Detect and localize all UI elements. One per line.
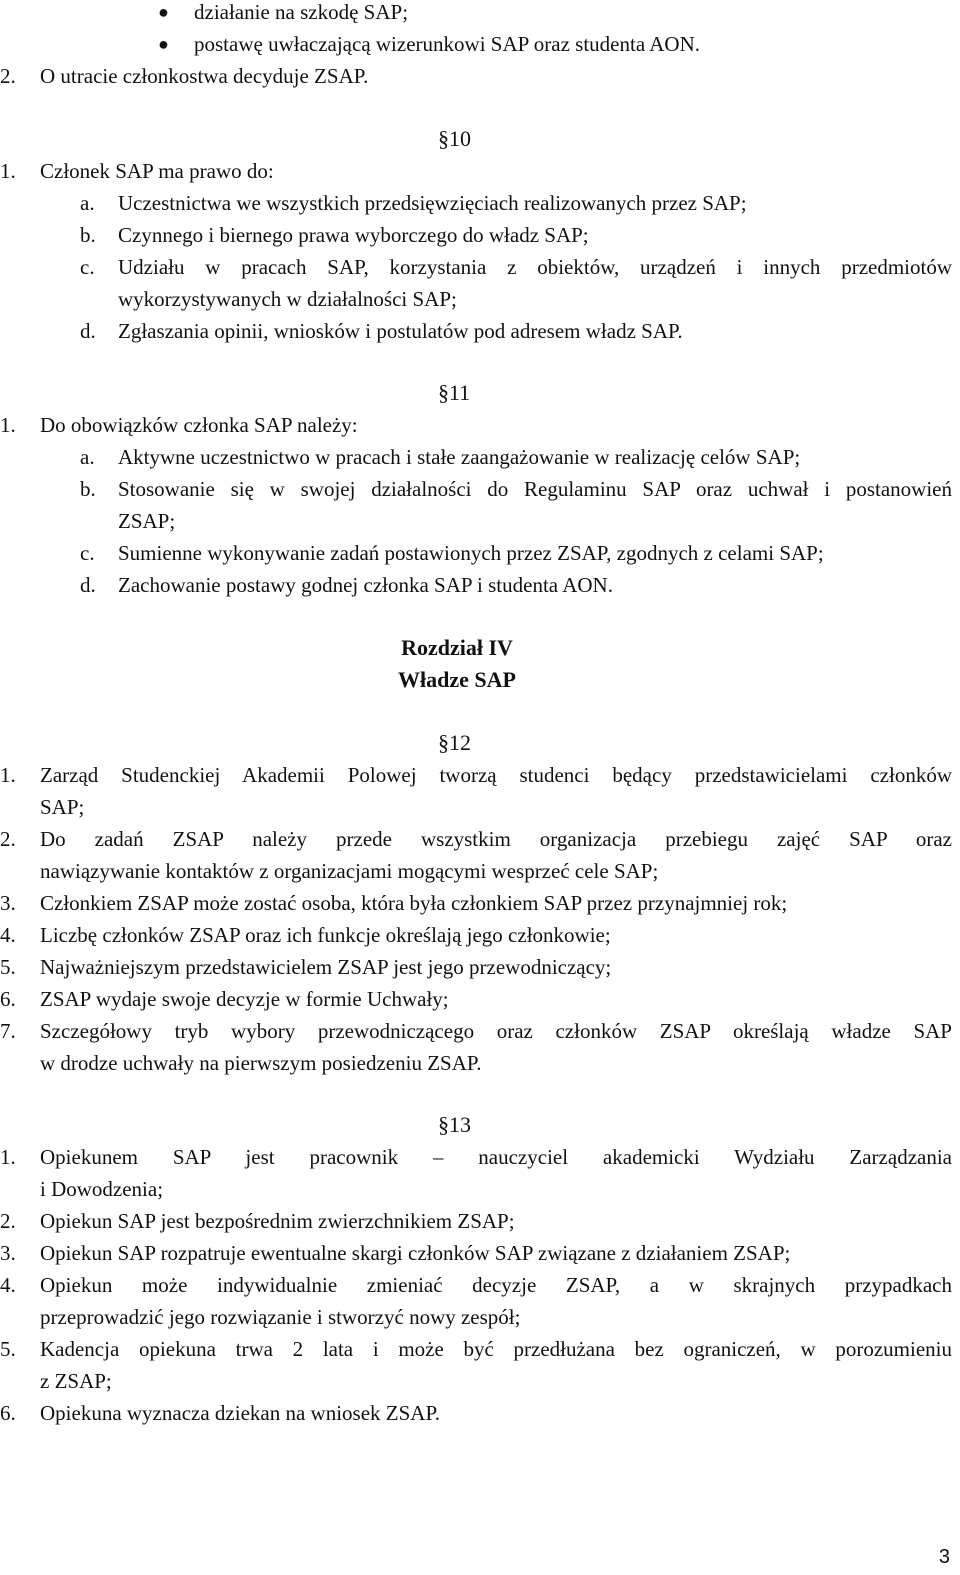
sub-item-text: Zgłaszania opinii, wniosków i postulatów pod adresem władz SAP. [118,319,683,343]
page-number: 3 [938,1546,950,1568]
item-number: 7. [0,1019,16,1043]
item-number: 6. [0,987,16,1011]
item-text: Kadencja opiekuna trwa 2 lata i może być przedłużana bez ograniczeń, w porozumieniu [40,1337,952,1361]
item-text: Zarząd Studenckiej Akademii Polowej tworzą studenci będący przedstawicielami członków [40,763,952,787]
sub-item-letter: a. [80,191,95,215]
bullet-icon: ● [158,2,169,22]
item-number: 5. [0,955,16,979]
sub-item-text: Uczestnictwa we wszystkich przedsięwzięciach realizowanych przez SAP; [118,191,747,215]
item-text: Najważniejszym przedstawicielem ZSAP jest jego przewodniczący; [40,955,612,979]
sub-item-letter: c. [80,255,95,279]
item-text: Opiekuna wyznacza dziekan na wniosek ZSAP. [40,1401,441,1425]
sub-item-text: Sumienne wykonywanie zadań postawionych przez ZSAP, zgodnych z celami SAP; [118,541,824,565]
item-text: Do obowiązków członka SAP należy: [40,413,358,437]
sub-item-text: Udziału w pracach SAP, korzystania z obiektów, urządzeń i innych przedmiotów [118,255,952,279]
item-number: 2. [0,64,16,88]
sub-item-letter: b. [80,477,96,501]
item-text: Opiekun SAP jest bezpośrednim zwierzchnikiem ZSAP; [40,1209,515,1233]
sub-item-text: Aktywne uczestnictwo w pracach i stałe zaangażowanie w realizację celów SAP; [118,445,801,469]
item-number: 1. [0,413,16,437]
item-text: ZSAP wydaje swoje decyzje w formie Uchwały; [40,987,449,1011]
sub-item-letter: a. [80,445,95,469]
item-number: 3. [0,1241,16,1265]
item-number: 1. [0,1145,16,1169]
sub-item-text: Stosowanie się w swojej działalności do Regulaminu SAP oraz uchwał i postanowień [118,477,952,501]
item-number: 1. [0,763,16,787]
chapter-subtitle: Władze SAP [398,667,516,692]
sub-item-letter: d. [80,319,96,343]
item-number: 6. [0,1401,16,1425]
sub-item-text: Czynnego i biernego prawa wyborczego do władz SAP; [118,223,589,247]
item-text: Do zadań ZSAP należy przede wszystkim organizacja przebiegu zajęć SAP oraz [40,827,952,851]
document-page: ● działanie na szkodę SAP; ● postawę uwłaczającą wizerunkowi SAP oraz studenta AON. 2. O utracie członkostwa decyduje ZSAP. §10 1. Członek SAP ma prawo do: a. Uczestnictwa we wszystkich przedsięwzięciach realizowanych przez SAP; b. Czynnego i biernego prawa wyborczego do władz SAP; c. Udziału w pracach SAP, korzystania z obiektów, urządzeń i innych przedmiotów wykorzystywanych w działalności SAP; d. Zgłaszania opinii, wniosków i postulatów pod adresem władz SAP. §11 1. Do obowiązków członka SAP należy: a. Aktywne uczestnictwo w pracach i stałe zaangażowanie w realizację celów SAP; b. Stosowanie się w swojej działalności do Regulaminu SAP oraz uchwał i postanowień ZSAP; c. Sumienne wykonywanie zadań postawionych przez ZSAP, zgodnych z celami SAP; d. Zachowanie postawy godnej członka SAP i studenta AON. Rozdział IV Władze SAP §12 1. Zarząd Studenckiej Akademii Polowej tworzą studenci będący przedstawicielami członków SAP; 2. Do zadań ZSAP należy przede wszystkim organizacja przebiegu zajęć SAP oraz nawiązywanie kontaktów z organizacjami mogącymi wesprzeć cele SAP; 3. Członkiem ZSAP może zostać osoba, która była członkiem SAP przez przynajmniej rok; 4. Liczbę członków ZSAP oraz ich funkcje określają jego członkowie; 5. Najważniejszym przedstawicielem ZSAP jest jego przewodniczący; 6. ZSAP wydaje swoje decyzje w formie Uchwały; 7. Szczegółowy tryb wybory przewodniczącego oraz członków ZSAP określają władze SAP w drodze uchwały na pierwszym posiedzeniu ZSAP. §13 1. Opiekunem SAP jest pracownik – nauczyciel akademicki Wydziału Zarządzania i Dowodzenia; 2. Opiekun SAP jest bezpośrednim zwierzchnikiem ZSAP; 3. Opiekun SAP rozpatruje ewentualne skargi członków SAP związane z działaniem ZSAP; 4. Opiekun może indywidualnie zmieniać decyzje ZSAP, a w skrajnych przypadkach przeprowadzić jego rozwiązanie i stworzyć nowy zespół; 5. Kadencja opiekuna trwa 2 lata i może być przedłużana bez ograniczeń, w porozumieniu z ZSAP; 6. Opiekuna wyznacza dziekan na wniosek ZSAP. 3 [0,0,960,1575]
item-text: O utracie członkostwa decyduje ZSAP. [40,64,369,88]
item-text: Opiekunem SAP jest pracownik – nauczyciel akademicki Wydziału Zarządzania [40,1145,952,1169]
bullet-icon: ● [158,34,169,54]
bullet-text: postawę uwłaczającą wizerunkowi SAP oraz studenta AON. [194,32,700,56]
sub-item-text: Zachowanie postawy godnej członka SAP i studenta AON. [118,573,613,597]
item-number: 1. [0,159,16,183]
sub-item-letter: d. [80,573,96,597]
item-text: Członek SAP ma prawo do: [40,159,274,183]
item-number: 5. [0,1337,16,1361]
item-text: Opiekun SAP rozpatruje ewentualne skargi członków SAP związane z działaniem ZSAP; [40,1241,791,1265]
item-number: 4. [0,923,16,947]
item-number: 3. [0,891,16,915]
sub-item-letter: b. [80,223,96,247]
item-number: 2. [0,1209,16,1233]
bullet-text: działanie na szkodę SAP; [194,0,409,24]
item-text: Członkiem ZSAP może zostać osoba, która była członkiem SAP przez przynajmniej rok; [40,891,788,915]
item-number: 2. [0,827,16,851]
item-number: 4. [0,1273,16,1297]
chapter-title: Rozdział IV [401,635,513,660]
item-text: Szczegółowy tryb wybory przewodniczącego oraz członków ZSAP określają władze SAP [40,1019,952,1043]
item-text: Opiekun może indywidualnie zmieniać decyzje ZSAP, a w skrajnych przypadkach [40,1273,952,1297]
sub-item-letter: c. [80,541,95,565]
item-text: Liczbę członków ZSAP oraz ich funkcje określają jego członkowie; [40,923,611,947]
